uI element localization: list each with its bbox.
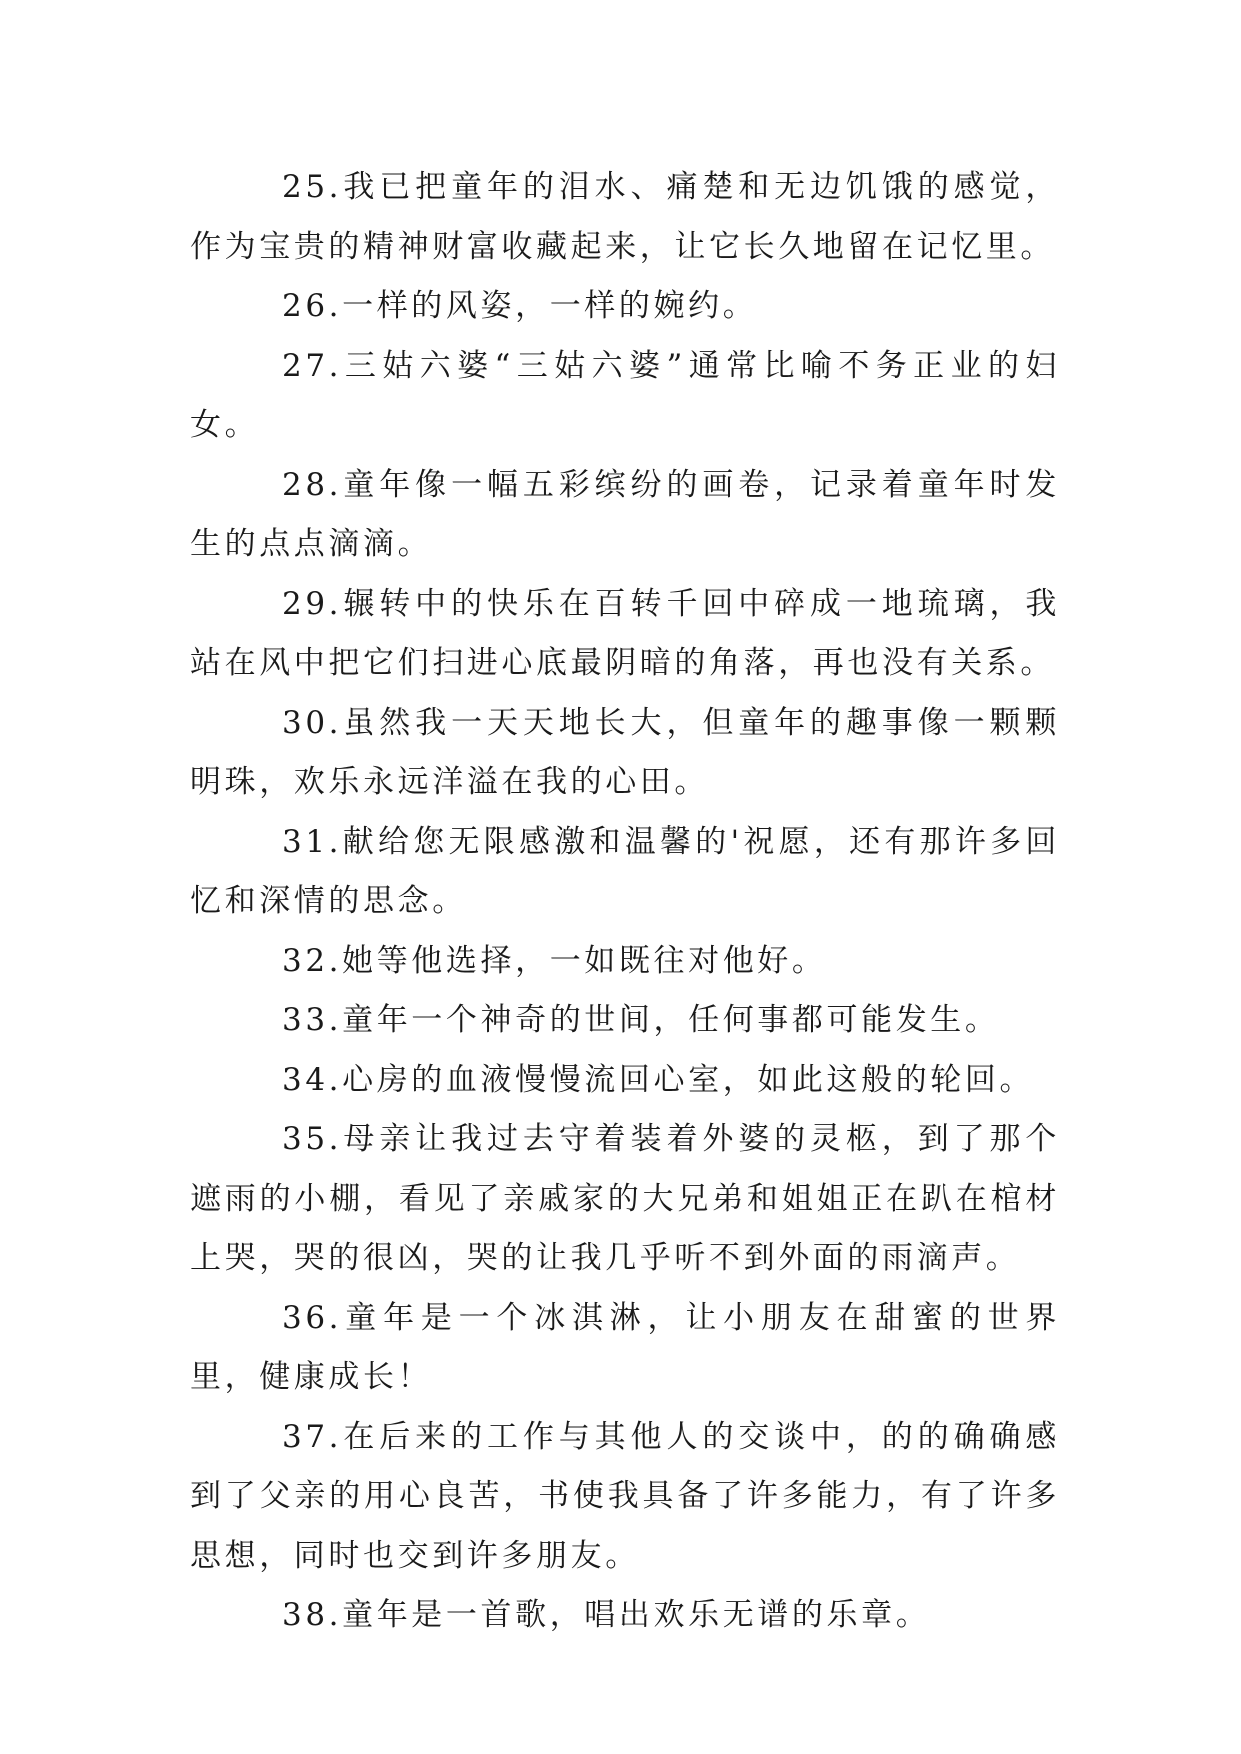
paragraph-25: 25.我已把童年的泪水、痛楚和无边饥饿的感觉，作为宝贵的精神财富收藏起来，让它长久地留在记忆里。 (190, 169, 1060, 265)
paragraph-31: 31.献给您无限感激和温馨的'祝愿，还有那许多回忆和深情的思念。 (190, 823, 1060, 919)
paragraph-38: 38.童年是一首歌，唱出欢乐无谱的乐章。 (282, 1597, 931, 1633)
paragraph-32: 32.她等他选择，一如既往对他好。 (282, 942, 827, 979)
paragraph-37: 37.在后来的工作与其他人的交谈中，的的确确感到了父亲的用心良苦，书使我具备了许多能力，有了许多思想，同时也交到许多朋友。 (190, 1418, 1060, 1574)
paragraph-36: 36.童年是一个冰淇淋，让小朋友在甜蜜的世界里，健康成长！ (190, 1299, 1060, 1395)
paragraph-35: 35.母亲让我过去守着装着外婆的灵柩，到了那个遮雨的小棚，看见了亲戚家的大兄弟和姐姐正在趴在棺材上哭，哭的很凶，哭的让我几乎听不到外面的雨滴声。 (190, 1121, 1060, 1276)
paragraph-27: 27.三姑六婆“三姑六婆”通常比喻不务正业的妇女。 (190, 347, 1060, 443)
paragraph-30: 30.虽然我一天天地长大，但童年的趣事像一颗颗明珠，欢乐永远洋溢在我的心田。 (190, 704, 1060, 800)
document-body (190, 158, 1060, 1646)
paragraph-29: 29.辗转中的快乐在百转千回中碎成一地琉璃，我站在风中把它们扫进心底最阴暗的角落，再也没有关系。 (190, 585, 1060, 681)
paragraph-26: 26.一样的风姿，一样的婉约。 (282, 288, 758, 324)
paragraph-34: 34.心房的血液慢慢流回心室，如此这般的轮回。 (282, 1061, 1035, 1098)
paragraph-28: 28.童年像一幅五彩缤纷的画卷，记录着童年时发生的点点滴滴。 (190, 466, 1060, 562)
paragraph-33: 33.童年一个神奇的世间，任何事都可能发生。 (282, 1002, 1000, 1038)
